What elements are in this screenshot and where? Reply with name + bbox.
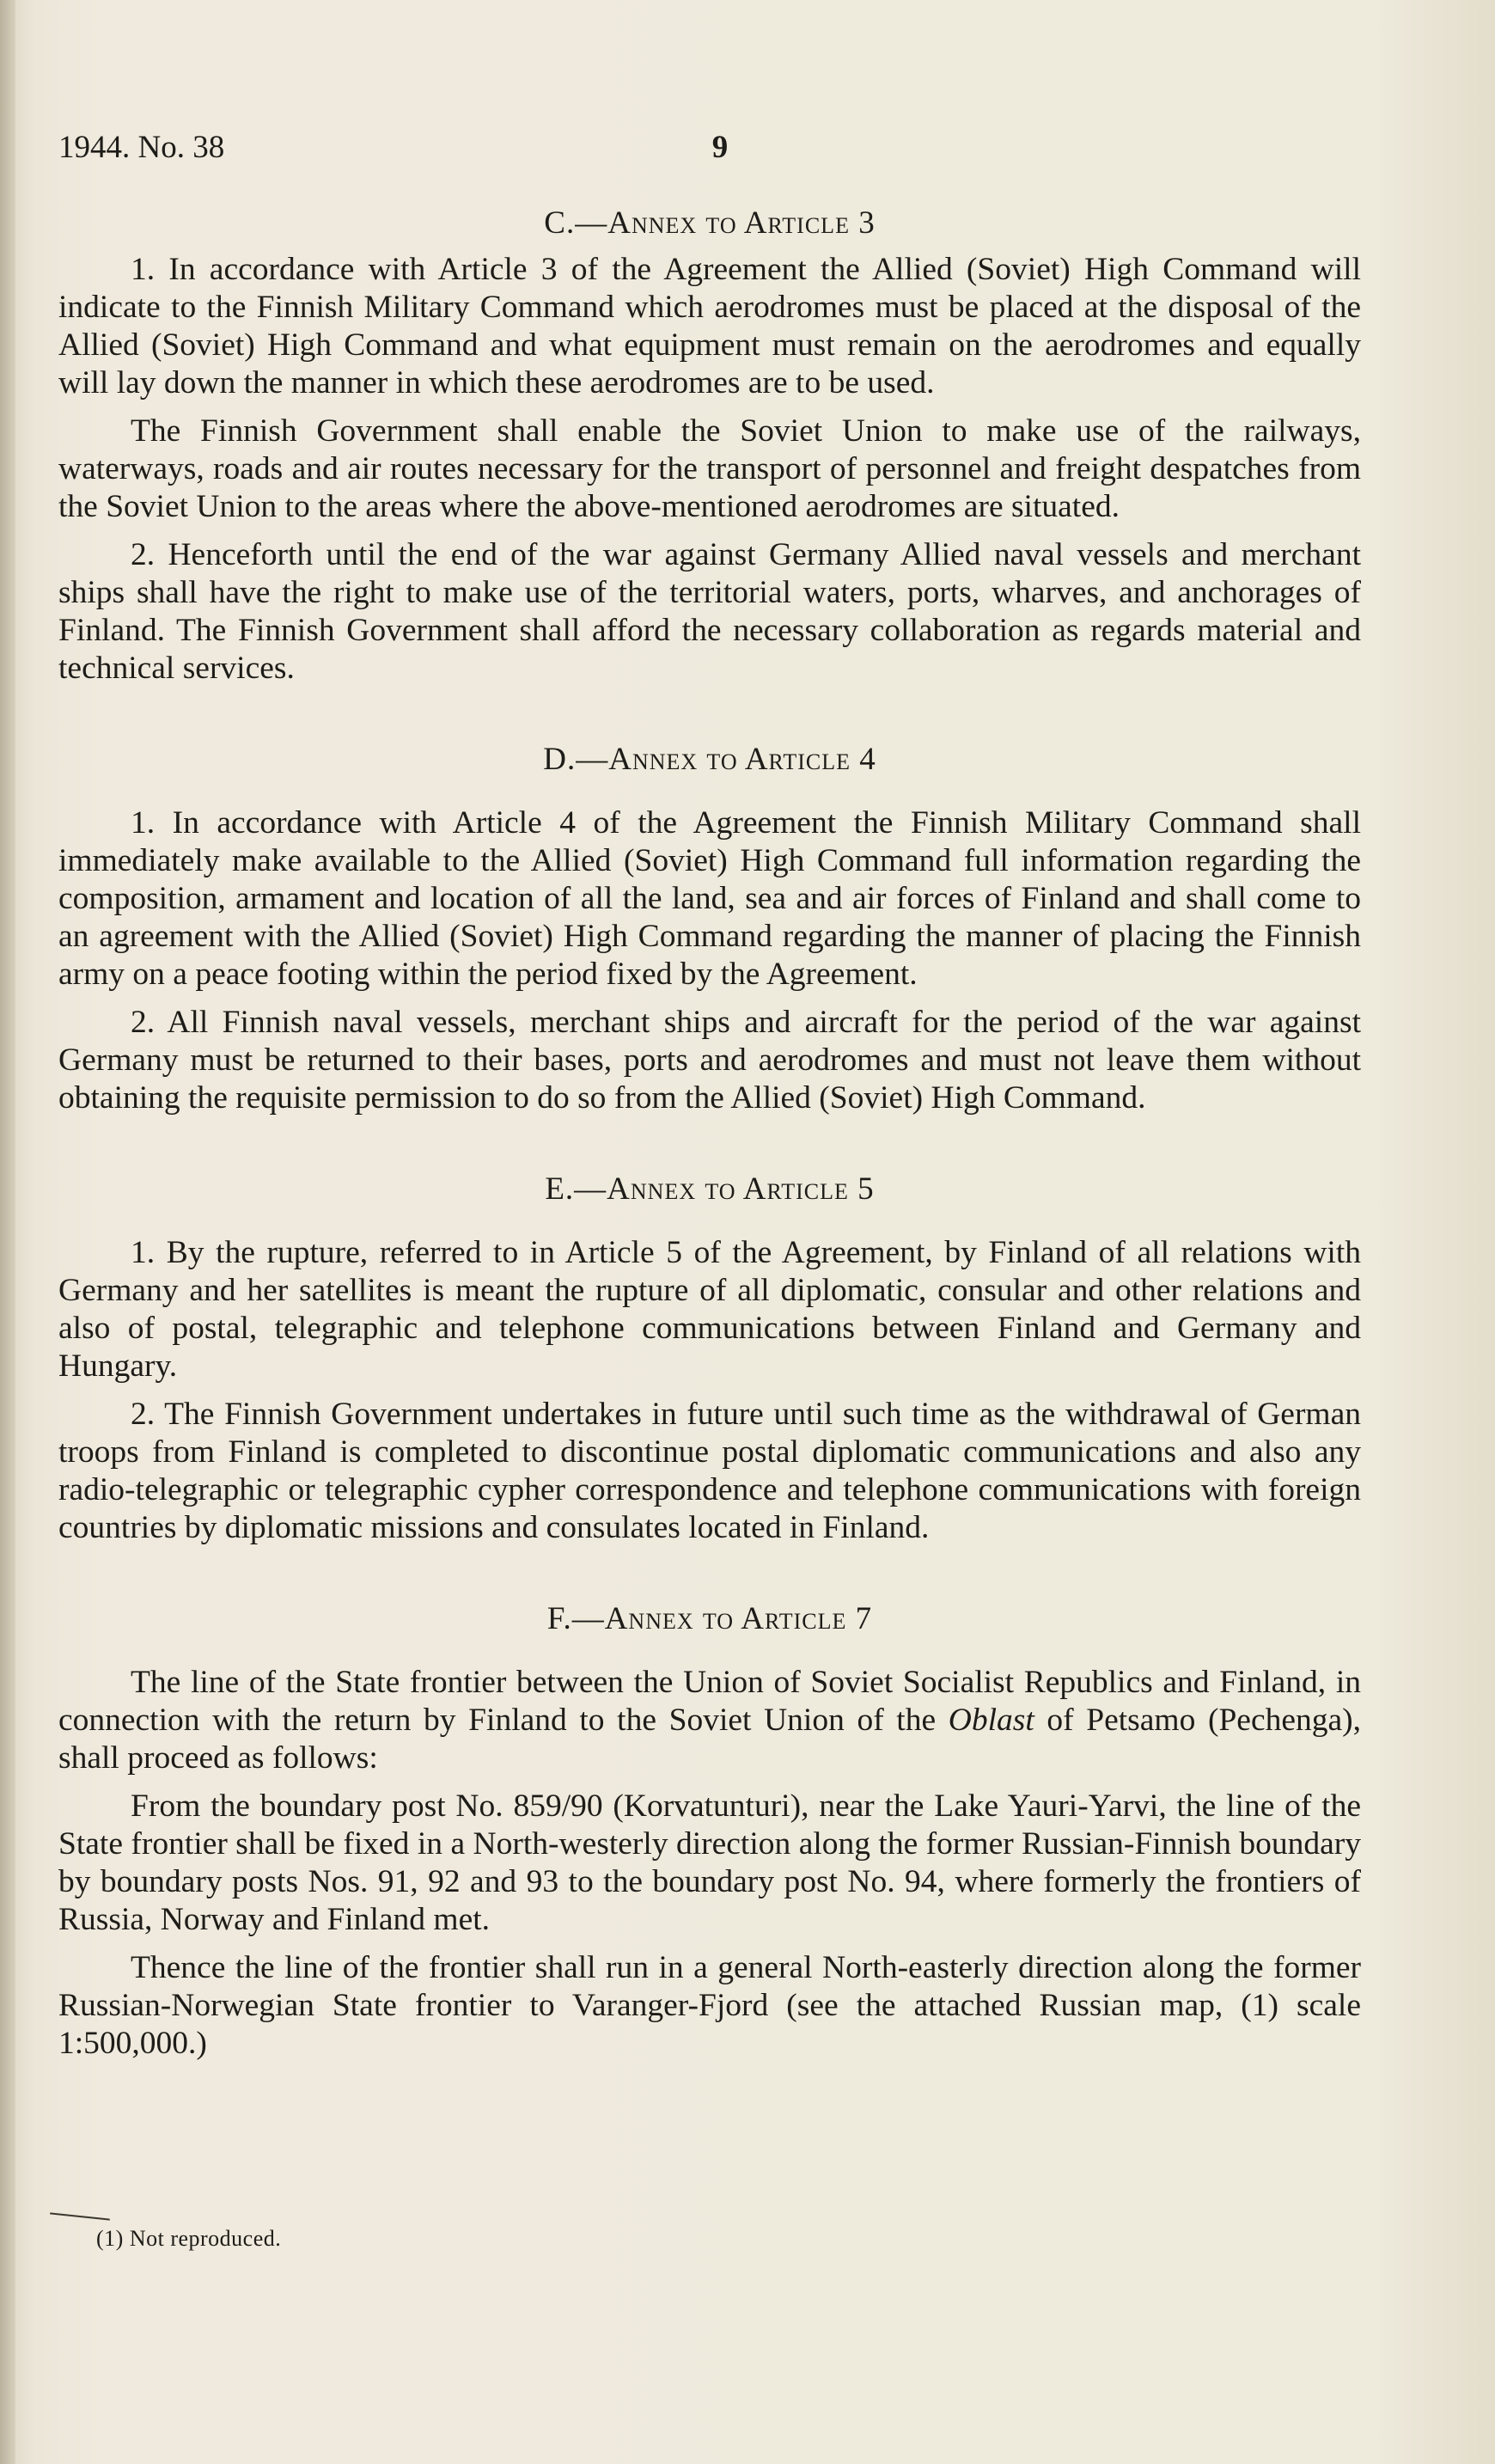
section-annex-article-7 [58, 1600, 1361, 2063]
paragraph: Thence the line of the frontier shall run in a general North-easterly direction along the former Russian-Norwegian State frontier to Varanger-Fjord (see the attached Russian map, (1) scale 1:500,000.) [58, 1950, 1361, 2061]
section-heading: F.—Annex to Article 7 [546, 1601, 873, 1636]
section-annex-article-5 [58, 1171, 1361, 1547]
section-heading: C.—Annex to Article 3 [544, 205, 876, 241]
paragraph: 2. The Finnish Government undertakes in future until such time as the withdrawal of German troops from Finland is completed to discontinue postal diplomatic communications and also any radio-telegraphic or telegraphic cypher correspondence and telephone communications with foreign countries by diplomatic missions and consulates located in Finland. [58, 1397, 1361, 1545]
paragraph-intro [58, 1664, 1361, 1777]
paragraph: 1. In accordance with Article 3 of the Agreement the Allied (Soviet) High Command will indicate to the Finnish Military Command which aerodromes must be placed at the disposal of the Allied (Soviet) High Command and what equipment must remain on the aerodromes and equally will lay down the manner in which these aerodromes are to be used. [58, 252, 1361, 400]
footnote: (1) Not reproduced. [96, 2226, 282, 2251]
section-heading: E.—Annex to Article 5 [545, 1171, 875, 1207]
paragraph: 2. All Finnish naval vessels, merchant ships and aircraft for the period of the war against Germany must be returned to their bases, ports and aerodromes and must not leave them without obtaining the requisite permission to do so from the Allied (Soviet) High Command. [58, 1005, 1361, 1116]
running-head [58, 129, 1382, 180]
section-annex-article-4 [58, 741, 1361, 1117]
intro-text-start: The line of the State frontier between the Union of Soviet Socialist Republics and Finland, in connection with the return by Finland to the Soviet Union of the [58, 1665, 1361, 1738]
document-body [58, 205, 1361, 2073]
year-and-number: 1944. No. 38 [58, 130, 225, 165]
section-heading: D.—Annex to Article 4 [543, 742, 876, 777]
footnote-rule [50, 2212, 110, 2220]
paragraph: 1. By the rupture, referred to in Article 5 of the Agreement, by Finland of all relations with Germany and her satellites is meant the rupture of all diplomatic, consular and other relations and also of postal, telegraphic and telephone communications between Finland and Germany and Hungary. [58, 1235, 1361, 1384]
book-spine-shadow [0, 0, 15, 2464]
paragraph: 2. Henceforth until the end of the war against Germany Allied naval vessels and merchant ships shall have the right to make use of the territorial waters, ports, wharves, and anchorages of Finland. The Finnish Government shall afford the necessary collaboration as regards material and technical services. [58, 537, 1361, 686]
paragraph: From the boundary post No. 859/90 (Korvatunturi), near the Lake Yauri-Yarvi, the line of the State frontier shall be fixed in a North-westerly direction along the former Russian-Finnish boundary by boundary posts Nos. 91, 92 and 93 to the boundary post No. 94, where formerly the frontiers of Russia, Norway and Finland met. [58, 1788, 1361, 1937]
page-number: 9 [711, 130, 729, 165]
paragraph: 1. In accordance with Article 4 of the Agreement the Finnish Military Command shall immediately make available to the Allied (Soviet) High Command full information regarding the composition, armament and location of all the land, sea and air forces of Finland and shall come to an agreement with the Allied (Soviet) High Command regarding the manner of placing the Finnish army on a peace footing within the period fixed by the Agreement. [58, 805, 1361, 992]
paragraph: The Finnish Government shall enable the Soviet Union to make use of the railways, waterways, roads and air routes necessary for the transport of personnel and freight despatches from the Soviet Union to the areas where the above-mentioned aerodromes are situated. [58, 413, 1361, 524]
section-annex-article-3 [58, 205, 1361, 688]
intro-text-end: of Petsamo (Pechenga), shall proceed as follows: [58, 1703, 1361, 1776]
intro-italic-term: Oblast [948, 1703, 1034, 1738]
